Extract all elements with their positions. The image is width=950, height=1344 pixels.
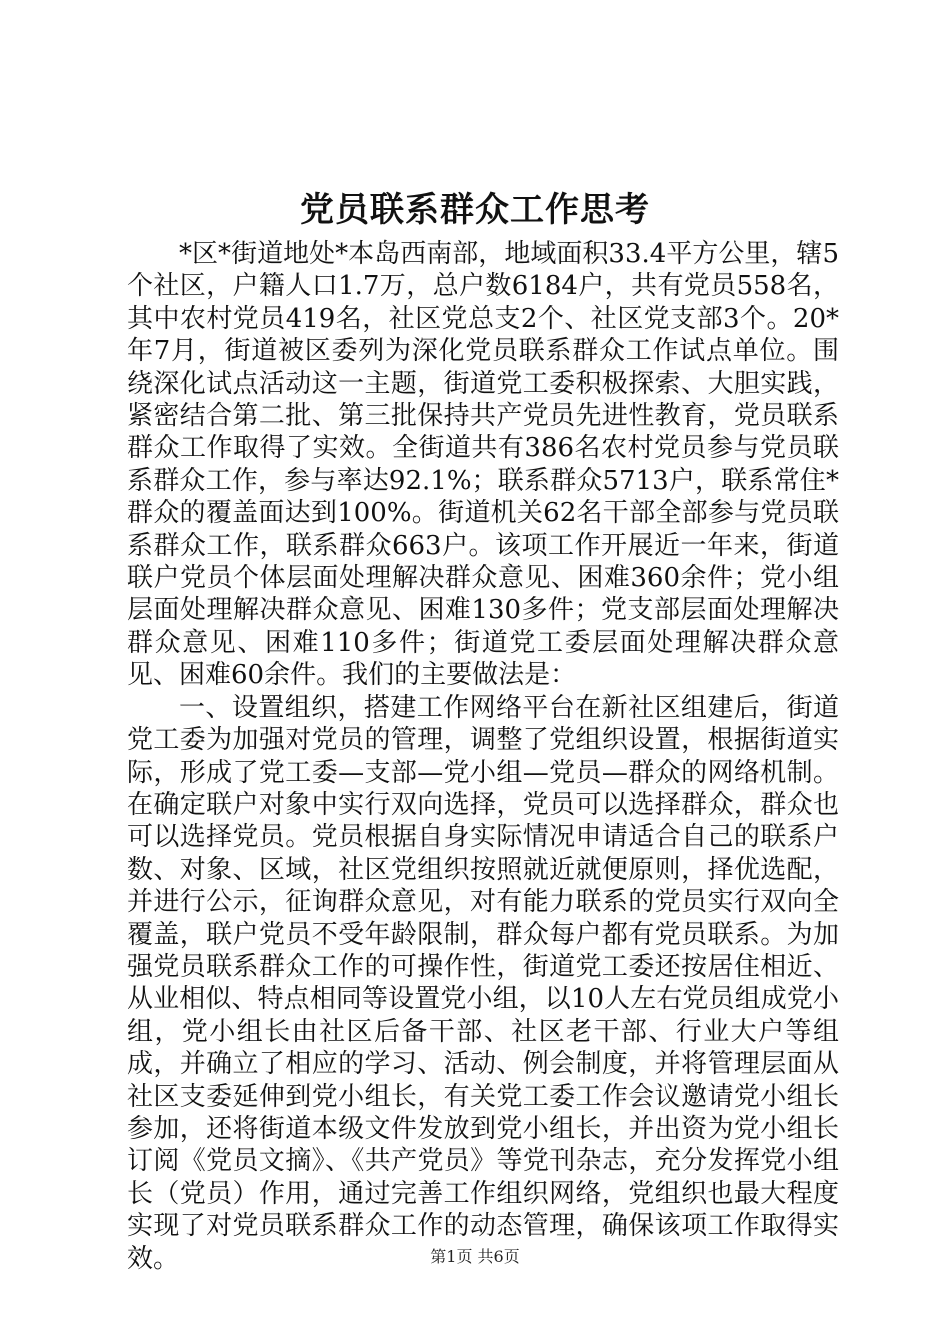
document-title: 党员联系群众工作思考 (300, 190, 650, 230)
body-paragraph-2: 一、设置组织，搭建工作网络平台在新社区组建后，街道党工委为加强对党员的管理，调整了党组织设置，根据街道实际，形成了党工委—支部—党小组—党员—群众的网络机制。在确定联户对象中实行双向选择，党员可以选择群众，群众也可以选择党员。党员根据自身实际情况申请适合自己的联系户数、对象、区域，社区党组织按照就近就便原则，择优选配，并进行公示，征询群众意见，对有能力联系的党员实行双向全覆盖，联户党员不受年龄限制，群众每户都有党员联系。为加强党员联系群众工作的可操作性，街道党工委还按居住相近、从业相似、特点相同等设置党小组，以10人左右党员组成党小组，党小组长由社区后备干部、社区老干部、行业大户等组成，并确立了相应的学习、活动、例会制度，并将管理层面从社区支委延伸到党小组长，有关党工委工作会议邀请党小组长参加，还将街道本级文件发放到党小组长，并出资为党小组长订阅《党员文摘》、《共产党员》等党刊杂志，充分发挥党小组长（党员）作用，通过完善工作组织网络，党组织也最大程度实现了对党员联系群众工作的动态管理，确保该项工作取得实效。 (127, 692, 839, 1274)
page-number-footer: 第1页 共6页 (430, 1247, 520, 1266)
body-paragraph-1: *区*街道地处*本岛西南部，地域面积33.4平方公里，辖5个社区，户籍人口1.7万，总户数6184户，共有党员558名，其中农村党员419名，社区党总支2个、社区党支部3个。20*年7月，街道被区委列为深化党员联系群众工作试点单位。围绕深化试点活动这一主题，街道党工委积极探索、大胆实践，紧密结合第二批、第三批保持共产党员先进性教育，党员联系群众工作取得了实效。全街道共有386名农村党员参与党员联系群众工作，参与率达92.1%；联系群众5713户，联系常住*群众的覆盖面达到100%。街道机关62名干部全部参与党员联系群众工作，联系群众663户。该项工作开展近一年来，街道联户党员个体层面处理解决群众意见、困难360余件；党小组层面处理解决群众意见、困难130多件；党支部层面处理解决群众意见、困难110多件；街道党工委层面处理解决群众意见、困难60余件。我们的主要做法是： (127, 239, 839, 691)
document-body (127, 238, 839, 1275)
